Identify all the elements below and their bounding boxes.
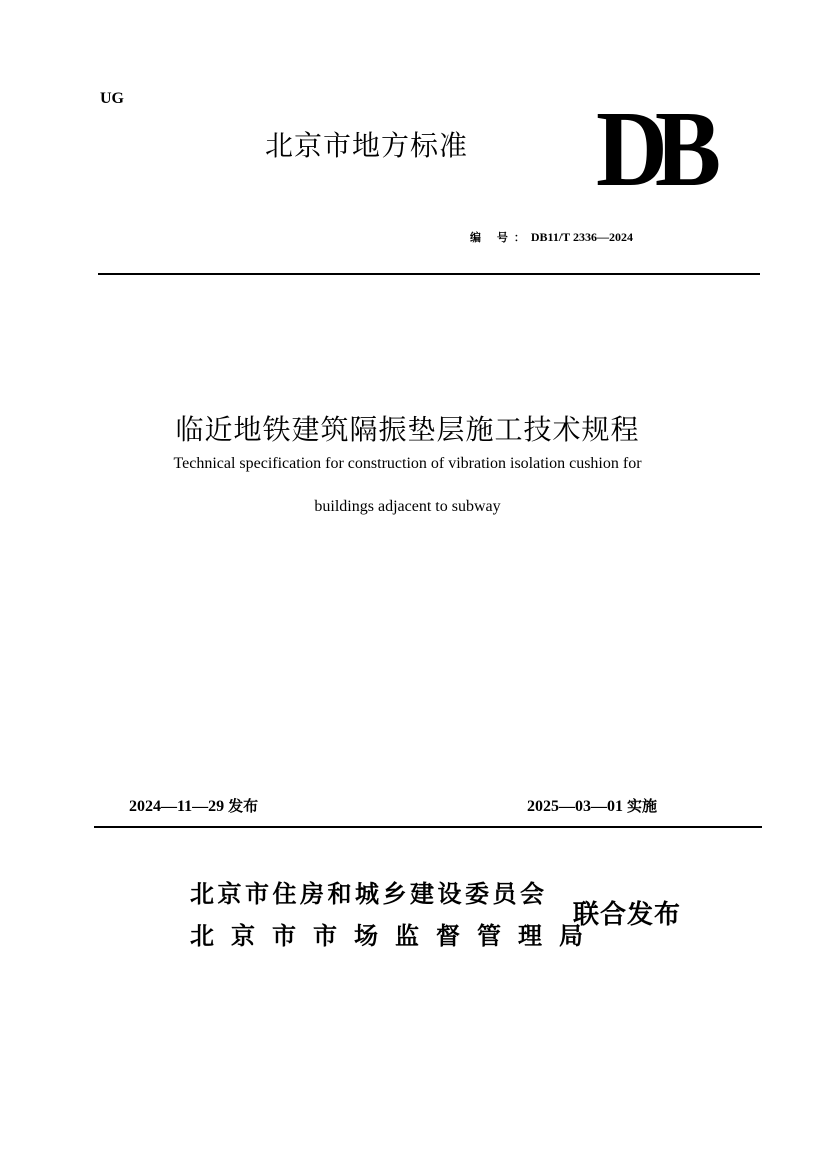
document-title-chinese: 临近地铁建筑隔振垫层施工技术规程 [175,413,640,446]
document-title-english-line1: Technical specification for construction of vibration isolation cushion for [173,455,642,472]
standard-number [470,229,633,245]
issuer-housing-commission: 北京市住房和城乡建设委员会 [190,880,548,908]
standard-type-heading: 北京市地方标准 [265,129,469,162]
implementation-date-value: 2025—03—01 [527,798,623,815]
issue-date [129,795,258,816]
top-divider [98,273,760,275]
db-logo: DB [596,90,709,209]
ics-code: UG [100,90,124,107]
document-title-english-line2: buildings adjacent to subway [314,498,501,515]
bottom-divider [94,826,762,828]
implementation-date [527,795,657,816]
issuer-market-regulation: 北京市市场监督管理局 [190,922,600,950]
issue-date-value: 2024—11—29 [129,798,225,815]
standard-number-value: DB11/T 2336—2024 [530,230,633,244]
standard-number-label: 编 号： [470,231,531,244]
issue-date-label: 发布 [228,797,259,815]
joint-issue-label: 联合发布 [573,900,682,930]
implementation-date-label: 实施 [627,797,658,815]
